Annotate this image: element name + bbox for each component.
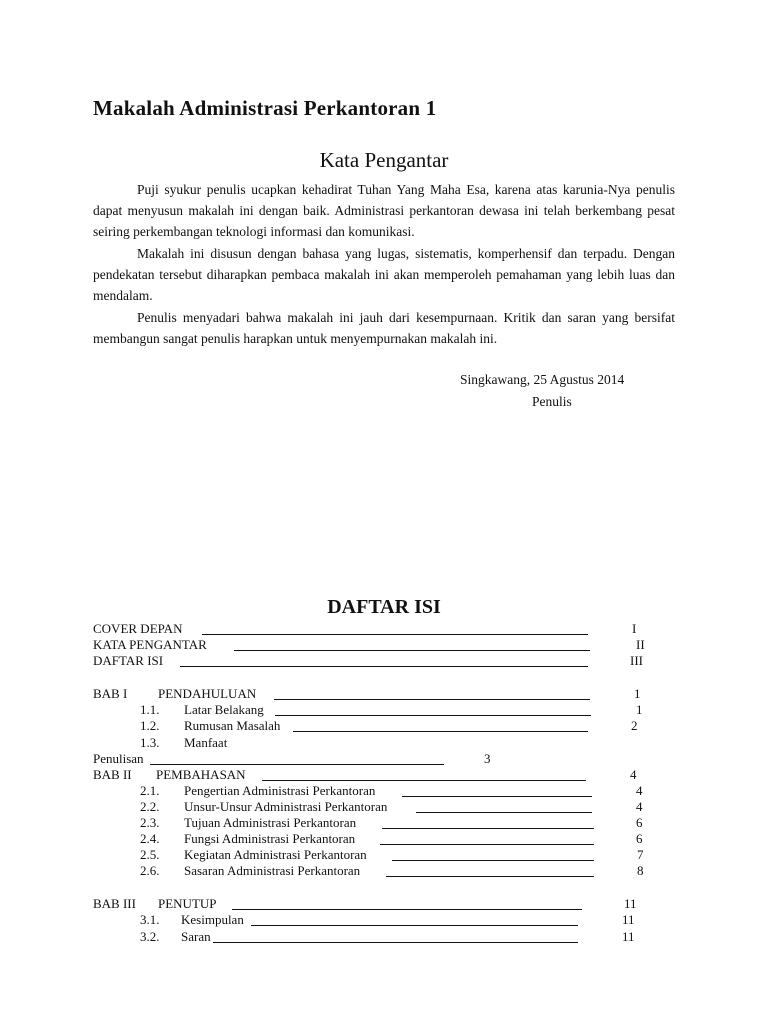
toc-subsection-number: 1.3. bbox=[140, 735, 160, 750]
toc-page-number: 4 bbox=[636, 799, 643, 814]
toc-leader-line bbox=[251, 925, 578, 926]
toc-page-number: 7 bbox=[637, 847, 644, 862]
toc-entry-daftar-isi: DAFTAR ISI bbox=[93, 653, 164, 668]
toc-entry-kesimpulan: Kesimpulan bbox=[181, 912, 244, 927]
toc-subsection-number: 3.2. bbox=[140, 929, 160, 944]
toc-leader-line bbox=[275, 715, 591, 716]
toc-page-number: 11 bbox=[624, 896, 637, 911]
toc-entry-cover-depan: COVER DEPAN bbox=[93, 621, 183, 636]
kata-pengantar-paragraph-1: Puji syukur penulis ucapkan kehadirat Tuhan Yang Maha Esa, karena atas karunia-Nya penulis dapat menyusun makalah ini dengan baik. Administrasi perkantoran dewasa ini telah berkembang pesat seiring perkembangan teknologi informasi dan komunikasi. bbox=[93, 182, 675, 239]
toc-entry-latar-belakang: Latar Belakang bbox=[184, 702, 264, 717]
toc-leader-line bbox=[402, 796, 592, 797]
toc-entry-tujuan: Tujuan Administrasi Perkantoran bbox=[184, 815, 357, 830]
toc-leader-line bbox=[416, 812, 592, 813]
toc-entry-kata-pengantar: KATA PENGANTAR bbox=[93, 637, 207, 652]
toc-leader-line bbox=[213, 942, 578, 943]
toc-entry-saran: Saran bbox=[181, 929, 211, 944]
toc-leader-line bbox=[386, 876, 594, 877]
toc-page-number: 6 bbox=[636, 815, 643, 830]
toc-page-number: 11 bbox=[622, 912, 635, 927]
toc-subsection-number: 2.2. bbox=[140, 799, 160, 814]
toc-subsection-number: 2.3. bbox=[140, 815, 160, 830]
toc-page-number: 8 bbox=[637, 863, 644, 878]
toc-entry-pengertian: Pengertian Administrasi Perkantoran bbox=[184, 783, 376, 798]
toc-leader-line bbox=[150, 764, 444, 765]
toc-leader-line bbox=[202, 634, 588, 635]
toc-subsection-number: 2.4. bbox=[140, 831, 160, 846]
toc-chapter-number: BAB I bbox=[93, 686, 128, 701]
toc-entry-rumusan-masalah: Rumusan Masalah bbox=[184, 718, 281, 733]
kata-pengantar-heading: Kata Pengantar bbox=[319, 148, 449, 172]
toc-page-number: 3 bbox=[484, 751, 491, 766]
toc-page-number: 6 bbox=[636, 831, 643, 846]
kata-pengantar-paragraph-3: Penulis menyadari bahwa makalah ini jauh dari kesempurnaan. Kritik dan saran yang bersifat membangun sangat penulis harapkan untuk menyempurnakan makalah ini. bbox=[93, 310, 675, 346]
toc-leader-line bbox=[380, 844, 594, 845]
toc-subsection-number: 1.2. bbox=[140, 718, 160, 733]
toc-page-number: 2 bbox=[631, 718, 638, 733]
toc-entry-unsur-unsur: Unsur-Unsur Administrasi Perkantoran bbox=[184, 799, 388, 814]
daftar-isi-heading: DAFTAR ISI bbox=[327, 596, 441, 618]
toc-page-number: I bbox=[632, 621, 637, 636]
toc-entry-penulisan: Penulisan bbox=[93, 751, 144, 766]
toc-page-number: III bbox=[630, 653, 643, 668]
toc-leader-line bbox=[392, 860, 594, 861]
toc-entry-penutup: PENUTUP bbox=[158, 896, 217, 911]
toc-leader-line bbox=[180, 666, 588, 667]
toc-subsection-number: 2.1. bbox=[140, 783, 160, 798]
toc-subsection-number: 2.5. bbox=[140, 847, 160, 862]
toc-entry-fungsi: Fungsi Administrasi Perkantoran bbox=[184, 831, 356, 846]
document-title: Makalah Administrasi Perkantoran 1 bbox=[93, 96, 437, 120]
toc-page-number: 4 bbox=[636, 783, 643, 798]
kata-pengantar-paragraph-2: Makalah ini disusun dengan bahasa yang lugas, sistematis, komperhensif dan terpadu. Dengan pendekatan tersebut diharapkan pembaca makalah ini akan memperoleh pemahaman yang lebih luas dan mendalam. bbox=[93, 246, 675, 303]
toc-entry-sasaran: Sasaran Administrasi Perkantoran bbox=[184, 863, 361, 878]
toc-page-number: 11 bbox=[622, 929, 635, 944]
toc-entry-pendahuluan: PENDAHULUAN bbox=[158, 686, 257, 701]
toc-entry-kegiatan: Kegiatan Administrasi Perkantoran bbox=[184, 847, 367, 862]
toc-subsection-number: 3.1. bbox=[140, 912, 160, 927]
toc-entry-pembahasan: PEMBAHASAN bbox=[156, 767, 246, 782]
toc-entry-manfaat: Manfaat bbox=[184, 735, 228, 750]
toc-leader-line bbox=[232, 909, 582, 910]
toc-chapter-number: BAB III bbox=[93, 896, 136, 911]
toc-leader-line bbox=[293, 731, 588, 732]
toc-page-number: 1 bbox=[634, 686, 641, 701]
toc-leader-line bbox=[274, 699, 590, 700]
toc-page-number: 4 bbox=[630, 767, 637, 782]
toc-subsection-number: 1.1. bbox=[140, 702, 160, 717]
toc-chapter-number: BAB II bbox=[93, 767, 132, 782]
toc-leader-line bbox=[262, 780, 586, 781]
toc-leader-line bbox=[382, 828, 594, 829]
toc-page-number: 1 bbox=[636, 702, 643, 717]
toc-leader-line bbox=[234, 650, 590, 651]
signature-label: Penulis bbox=[532, 394, 572, 409]
place-date: Singkawang, 25 Agustus 2014 bbox=[460, 372, 625, 387]
toc-page-number: II bbox=[636, 637, 645, 652]
toc-subsection-number: 2.6. bbox=[140, 863, 160, 878]
